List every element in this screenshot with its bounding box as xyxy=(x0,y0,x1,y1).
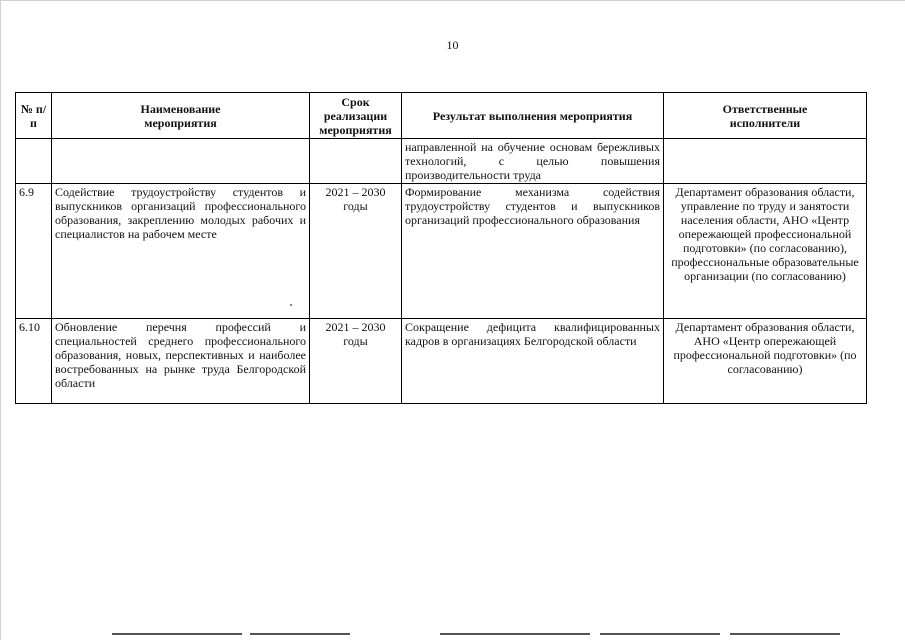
scan-edge-top xyxy=(0,0,905,1)
footer-rule xyxy=(250,633,350,635)
cell-name xyxy=(52,139,310,184)
cell-name: Обновление перечня профессий и специальностей среднего профессионального образования, новых, перспективных и наиболее востребованных на рынке труда Белгородской области xyxy=(52,319,310,404)
cell-num xyxy=(16,139,52,184)
cell-result: направленной на обучение основам бережливых технологий, с целью повышения производительности труда xyxy=(402,139,664,184)
cell-term xyxy=(310,139,402,184)
cell-result: Сокращение дефицита квалифицированных кадров в организациях Белгородской области xyxy=(402,319,664,404)
table-row xyxy=(16,139,867,184)
measures-table xyxy=(15,92,867,404)
cell-num: 6.10 xyxy=(16,319,52,404)
table-row xyxy=(16,184,867,319)
table-row xyxy=(16,319,867,404)
cell-result: Формирование механизма содействия трудоустройству студентов и выпускников организаций профессионального образования xyxy=(402,184,664,319)
footer-rule xyxy=(112,633,242,635)
footer-rule xyxy=(600,633,720,635)
cell-term: 2021 – 2030 годы xyxy=(310,319,402,404)
page-number: 10 xyxy=(446,38,459,52)
cell-name: Содействие трудоустройству студентов и выпускников организаций профессионального образования, закреплению молодых рабочих и специалистов на рабочем месте xyxy=(52,184,310,319)
header-responsible: Ответственные исполнители xyxy=(664,93,867,139)
cell-responsible: Департамент образования области, АНО «Центр опережающей профессиональной подготовки» (по согласованию) xyxy=(664,319,867,404)
scan-speck xyxy=(290,304,292,306)
header-result: Результат выполнения мероприятия xyxy=(402,93,664,139)
scan-edge-left xyxy=(0,0,1,640)
footer-rule xyxy=(440,633,590,635)
cell-responsible xyxy=(664,139,867,184)
cell-num: 6.9 xyxy=(16,184,52,319)
header-term: Срок реализации мероприятия xyxy=(310,93,402,139)
footer-rule xyxy=(730,633,840,635)
header-name: Наименование мероприятия xyxy=(52,93,310,139)
cell-term: 2021 – 2030 годы xyxy=(310,184,402,319)
cell-responsible: Департамент образования области, управление по труду и занятости населения области, АНО «Центр опережающей профессиональной подготовки» (по согласованию), профессиональные образовательные организации (по согласованию) xyxy=(664,184,867,319)
header-num: № п/п xyxy=(16,93,52,139)
table-header-row xyxy=(16,93,867,139)
